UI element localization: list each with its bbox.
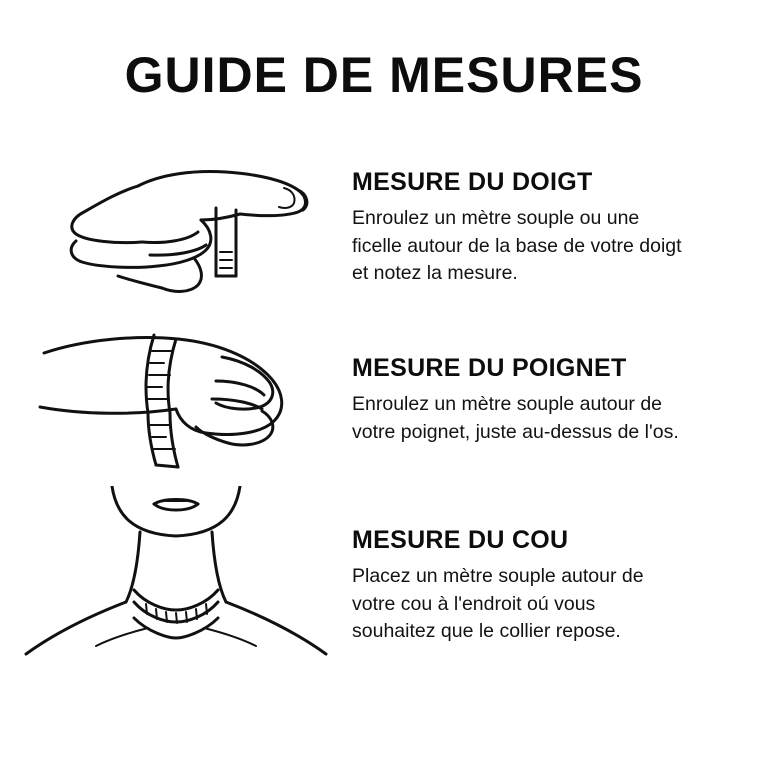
step-body-finger: Enroulez un mètre souple ou une ficelle autour de la base de votre doigt et notez la mesure. <box>352 206 682 285</box>
steps-list <box>0 142 768 686</box>
step-title-neck: MESURE DU COU <box>352 525 569 554</box>
finger-illustration <box>0 146 352 311</box>
step-row-wrist <box>0 314 768 486</box>
neck-illustration <box>0 486 352 686</box>
step-row-finger <box>0 142 768 314</box>
step-text-wrist <box>352 354 768 446</box>
step-title-wrist: MESURE DU POIGNET <box>352 353 627 382</box>
neck-bust-with-tape-measure-icon <box>16 486 336 686</box>
step-text-finger <box>352 168 768 288</box>
step-row-neck <box>0 486 768 686</box>
hand-pointing-finger-with-tape-icon <box>26 146 326 311</box>
hand-wrist-with-tape-measure-icon <box>26 315 326 485</box>
step-body-wrist: Enroulez un mètre souple autour de votre poignet, juste au-dessus de l'os. <box>352 392 679 443</box>
wrist-illustration <box>0 315 352 485</box>
page-title: GUIDE DE MESURES <box>124 47 644 103</box>
step-body-neck: Placez un mètre souple autour de votre cou à l'endroit oú vous souhaitez que le collier repose. <box>352 564 644 643</box>
step-title-finger: MESURE DU DOIGT <box>352 167 593 196</box>
step-text-neck <box>352 526 768 646</box>
